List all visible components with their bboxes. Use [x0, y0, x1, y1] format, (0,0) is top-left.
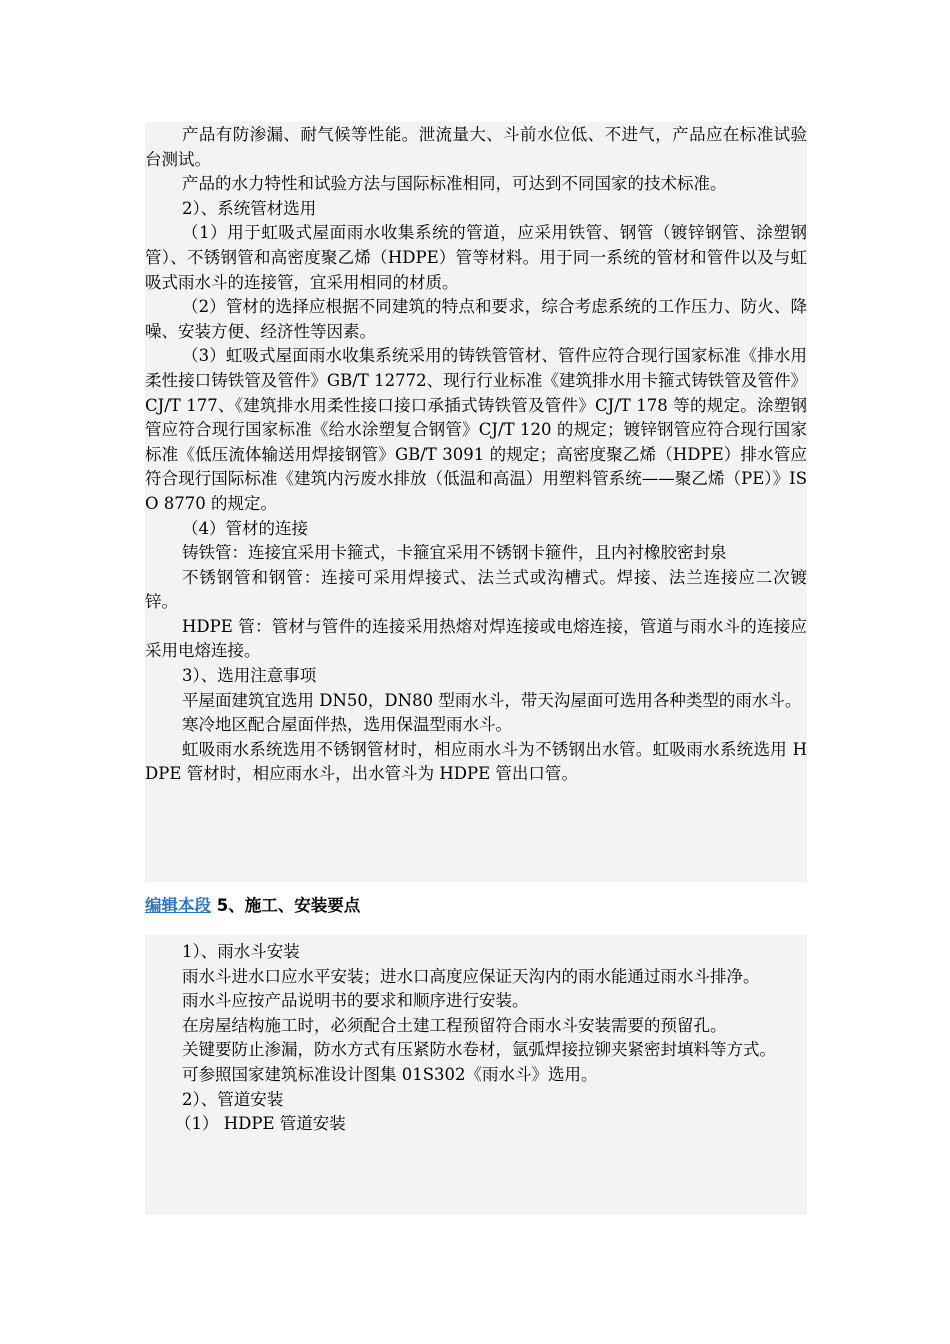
paragraph: 虹吸雨水系统选用不锈钢管材时，相应雨水斗为不锈钢出水管。虹吸雨水系统选用 HDPE 管材时，相应雨水斗，出水管斗为 HDPE 管出口管。 [145, 739, 807, 784]
subheading: 3）、选用注意事项 [182, 666, 317, 686]
paragraph: HDPE 管：管材与管件的连接采用热熔对焊连接或电熔连接，管道与雨水斗的连接应采用电熔连接。 [145, 616, 807, 661]
paragraph: 寒冷地区配合屋面伴热，选用保温型雨水斗。 [182, 715, 512, 735]
paragraph: 产品有防渗漏、耐气候等性能。泄流量大、斗前水位低、不进气，产品应在标准试验台测试。 [145, 125, 807, 169]
paragraph: （2）管材的选择应根据不同建筑的特点和要求，综合考虑系统的工作压力、防火、降噪、安装方便、经济性等因素。 [145, 297, 807, 341]
subheading: 2）、系统管材选用 [182, 198, 317, 218]
paragraph: 平屋面建筑宜选用 DN50，DN80 型雨水斗，带天沟屋面可选用各种类型的雨水斗。 [182, 690, 802, 710]
subheading: 2）、管道安装 [182, 1089, 284, 1109]
paragraph: （3）虹吸式屋面雨水收集系统采用的铸铁管管材、管件应符合现行国家标准《排水用柔性接口铸铁管及管件》GB/T 12772、现行行业标准《建筑排水用卡箍式铸铁管及管件》CJ/T 177、《建筑排水用柔性接口接口承插式铸铁管及管件》CJ/T 178 等的规定。涂塑钢管应符合现行国家标准《给水涂塑复合钢管》CJ/T 120 的规定；镀锌钢管应符合现行国家标准《低压流体输送用焊接钢管》GB/T 3091 的规定；高密度聚乙烯（HDPE）排水管应符合现行国际标准《建筑内污废水排放（低温和高温）用塑料管系统——聚乙烯（PE）》ISO 8770 的规定。 [145, 346, 807, 513]
document-section-2 [145, 935, 807, 1215]
paragraph: 不锈钢管和钢管：连接可采用焊接式、法兰式或沟槽式。焊接、法兰连接应二次镀锌。 [145, 567, 807, 612]
paragraph: 铸铁管：连接宜采用卡箍式，卡箍宜采用不锈钢卡箍件，且内衬橡胶密封泉 [182, 543, 727, 563]
paragraph: 关键要防止渗漏，防水方式有压紧防水卷材，氩弧焊接拉铆夹紧密封填料等方式。 [182, 1040, 776, 1060]
edit-section-link[interactable]: 编辑本段 [145, 896, 211, 915]
paragraph: 可参照国家建筑标准设计图集 01S302《雨水斗》选用。 [182, 1064, 598, 1084]
paragraph: 雨水斗进水口应水平安装；进水口高度应保证天沟内的雨水能通过雨水斗排净。 [182, 966, 760, 986]
subheading: （4）管材的连接 [182, 518, 308, 538]
paragraph: 产品的水力特性和试验方法与国际标准相同，可达到不同国家的技术标准。 [182, 174, 727, 194]
paragraph: （1）用于虹吸式屋面雨水收集系统的管道，应采用铁管、钢管（镀锌钢管、涂塑钢管）、不锈钢管和高密度聚乙烯（HDPE）管等材料。用于同一系统的管材和管件以及与虹吸式雨水斗的连接管，宜采用相同的材质。 [145, 223, 807, 292]
section-title: 5、施工、安装要点 [216, 896, 361, 915]
subheading: （1） HDPE 管道安装 [175, 1114, 346, 1134]
paragraph: 雨水斗应按产品说明书的要求和顺序进行安装。 [182, 991, 529, 1011]
subheading: 1）、雨水斗安装 [182, 942, 300, 961]
paragraph: 在房屋结构施工时，必须配合土建工程预留符合雨水斗安装需要的预留孔。 [182, 1015, 727, 1035]
document-section-1 [145, 122, 807, 882]
section-heading [145, 893, 360, 919]
